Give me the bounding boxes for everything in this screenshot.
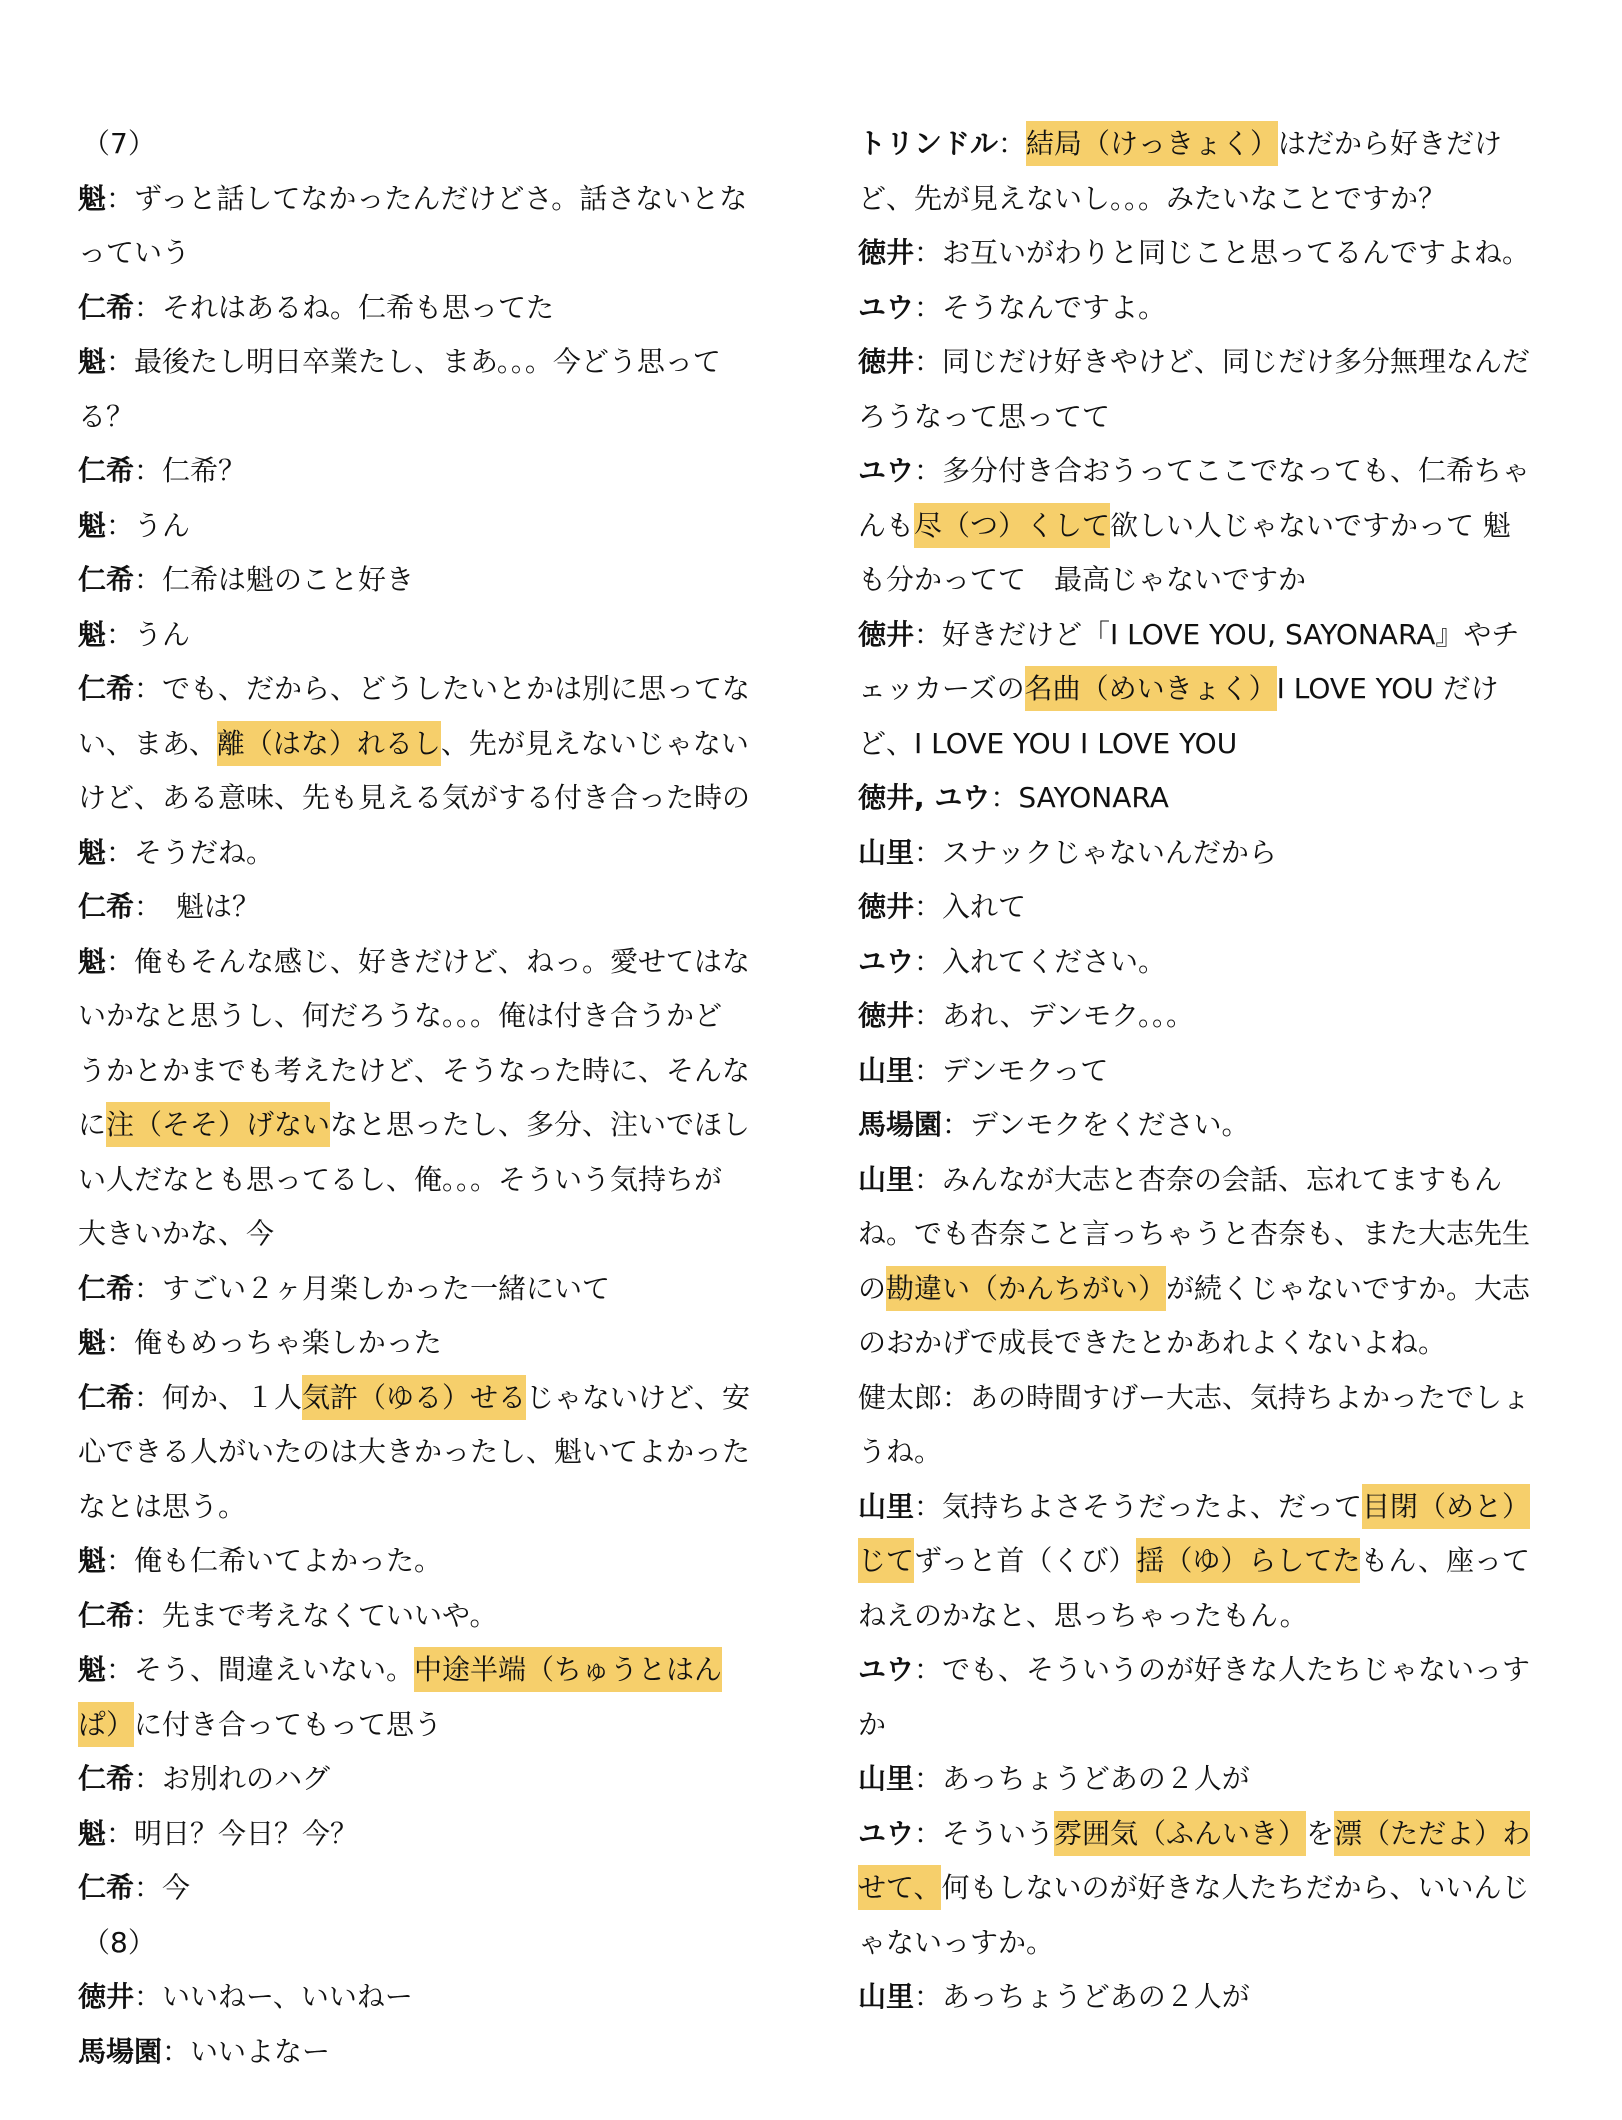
transcript-line xyxy=(858,1534,1538,1589)
speaker-name: 徳井 xyxy=(78,1980,135,2013)
dialogue-text: ：俺もめっちゃ楽しかった xyxy=(106,1326,442,1359)
dialogue-text: ：いいよなー xyxy=(162,2034,331,2068)
transcript-line xyxy=(858,281,1538,336)
dialogue-text: のおかげで成長できたとかあれよくないよね。 xyxy=(858,1326,1447,1359)
vocab-highlight: 尽（つ）くして xyxy=(914,503,1110,548)
vocab-highlight: 結局（けっきょく） xyxy=(1026,121,1278,166)
transcript-line xyxy=(858,1589,1538,1644)
speaker-name: 仁希 xyxy=(78,1871,135,1904)
dialogue-text: ：俺も仁希いてよかった。 xyxy=(106,1544,443,1577)
dialogue-text: に xyxy=(78,1108,107,1141)
speaker-name: 徳井 xyxy=(858,999,915,1032)
speaker-name: 山里 xyxy=(858,1053,915,1087)
speaker-name: 魁 xyxy=(78,835,107,869)
speaker-name: 仁希 xyxy=(78,290,135,324)
transcript-line xyxy=(78,1098,758,1153)
transcript-line xyxy=(858,1807,1538,1862)
speaker-name: 魁 xyxy=(78,944,107,978)
dialogue-text: ：でも、だから、どうしたいとかは別に思ってな xyxy=(134,672,751,705)
dialogue-text: ：うん xyxy=(106,508,191,542)
vocab-highlight: せて、 xyxy=(858,1865,941,1910)
dialogue-text: ：多分付き合おうってここでなっても、仁希ちゃ xyxy=(914,454,1531,487)
transcript-line xyxy=(858,1371,1538,1426)
speaker-name: 仁希 xyxy=(78,454,135,487)
speaker-name: 魁 xyxy=(78,345,107,378)
transcript-line xyxy=(858,117,1538,172)
speaker-name: 魁 xyxy=(78,1816,107,1850)
transcript-line xyxy=(858,608,1538,663)
speaker-name: ユウ xyxy=(858,290,915,324)
transcript-line xyxy=(78,172,758,227)
speaker-name: 山里 xyxy=(858,1162,915,1196)
transcript-line xyxy=(858,1916,1538,1971)
dialogue-text: ：仁希は魁のこと好き xyxy=(134,563,415,596)
left-column xyxy=(78,117,758,2079)
speaker-name: 魁 xyxy=(78,1653,107,1686)
dialogue-text: ：明日？今日？今？ xyxy=(106,1816,359,1850)
dialogue-text: ：気持ちよさそうだったよ、だって xyxy=(914,1489,1363,1523)
dialogue-text: ：でも、そういうのが好きな人たちじゃないっす xyxy=(914,1653,1531,1686)
transcript-line xyxy=(858,826,1538,881)
dialogue-text: ：デンモクって xyxy=(914,1053,1109,1087)
transcript-line xyxy=(858,1861,1538,1916)
right-column xyxy=(858,117,1538,2025)
dialogue-text: ：ずっと話してなかったんだけどさ。話さないとな xyxy=(106,181,748,215)
transcript-line xyxy=(78,1698,758,1753)
dialogue-text: ：そうなんですよ。 xyxy=(914,290,1167,324)
speaker-name: 徳井 xyxy=(858,617,915,651)
vocab-highlight: ぱ） xyxy=(78,1702,134,1747)
speaker-name: 魁 xyxy=(78,181,107,215)
section-number xyxy=(78,117,758,172)
speaker-name: 仁希 xyxy=(78,1380,135,1414)
dialogue-text: ：そう、間違えいない。 xyxy=(106,1653,415,1686)
dialogue-text: ：お互いがわりと同じこと思ってるんですよね。 xyxy=(914,236,1531,269)
dialogue-text: ：入れてください。 xyxy=(914,944,1167,978)
dialogue-text: ：そういう xyxy=(914,1816,1055,1850)
transcript-line xyxy=(858,335,1538,390)
transcript-line xyxy=(78,1044,758,1099)
speaker-name: 魁 xyxy=(78,1326,107,1359)
dialogue-text: い、まあ、 xyxy=(78,726,217,760)
transcript-line xyxy=(858,499,1538,554)
dialogue-text: ：仁希？ xyxy=(134,454,247,487)
dialogue-text: ：最後たし明日卒業たし、まあ。。。今どう思って xyxy=(106,345,721,378)
transcript-line xyxy=(78,1480,758,1535)
transcript-line xyxy=(858,717,1538,772)
dialogue-text: （8） xyxy=(82,1925,156,1959)
vocab-highlight: 勘違い（かんちがい） xyxy=(886,1266,1166,1311)
dialogue-text: ：SAYONARA xyxy=(990,781,1169,814)
transcript-line xyxy=(78,989,758,1044)
vocab-highlight: 離（はな）れるし xyxy=(217,721,441,766)
speaker-name: 仁希 xyxy=(78,890,135,923)
dialogue-text: ：今 xyxy=(134,1871,191,1904)
dialogue-text: ずっと首（くび） xyxy=(914,1544,1137,1577)
transcript-line xyxy=(858,771,1538,826)
dialogue-text: ：スナックじゃないんだから xyxy=(914,835,1277,869)
transcript-line xyxy=(858,1316,1538,1371)
dialogue-text: 心できる人がいたのは大きかったし、魁いてよかった xyxy=(78,1435,751,1468)
dialogue-text: に付き合ってもって思う xyxy=(134,1707,443,1741)
speaker-name: 徳井 xyxy=(858,236,915,269)
transcript-line xyxy=(78,2025,758,2080)
dialogue-text: ど、先が見えないし。。。みたいなことですか？ xyxy=(858,181,1447,215)
transcript-line xyxy=(858,172,1538,227)
transcript-line xyxy=(858,444,1538,499)
dialogue-text: ：あっちょうどあの２人が xyxy=(914,1980,1250,2013)
transcript-line xyxy=(78,1316,758,1371)
vocab-highlight: 中途半端（ちゅうとはん xyxy=(414,1647,722,1692)
vocab-highlight: 名曲（めいきょく） xyxy=(1025,666,1277,711)
transcript-line xyxy=(78,826,758,881)
dialogue-text: ：デンモクをください。 xyxy=(942,1108,1250,1141)
dialogue-text: ：そうだね。 xyxy=(106,835,275,869)
speaker-name: 仁希 xyxy=(78,563,135,596)
dialogue-text: ： xyxy=(998,127,1027,160)
dialogue-text: ろうなって思ってて xyxy=(858,399,1111,433)
vocab-highlight: じて xyxy=(858,1538,914,1583)
dialogue-text: か xyxy=(858,1707,887,1741)
transcript-line xyxy=(78,1752,758,1807)
dialogue-text: ：先まで考えなくていいや。 xyxy=(134,1598,498,1632)
dialogue-text: I LOVE YOU だけ xyxy=(1276,672,1499,705)
transcript-line xyxy=(78,1262,758,1317)
transcript-line xyxy=(858,1098,1538,1153)
dialogue-text: じゃないけど、安 xyxy=(526,1380,751,1414)
speaker-name: 山里 xyxy=(858,1980,915,2013)
transcript-line xyxy=(78,1153,758,1208)
dialogue-text: ゃないっすか。 xyxy=(858,1925,1055,1959)
transcript-line xyxy=(78,1534,758,1589)
dialogue-text: 何もしないのが好きな人たちだから、いいんじ xyxy=(941,1871,1530,1904)
dialogue-text: いかなと思うし、何だろうな。。。俺は付き合うかど xyxy=(78,999,723,1032)
dialogue-text: ど、I LOVE YOU I LOVE YOU xyxy=(858,726,1238,760)
dialogue-text: けど、ある意味、先も見える気がする付き合った時の xyxy=(78,781,751,814)
transcript-line xyxy=(78,390,758,445)
dialogue-text: ：何か、１人 xyxy=(134,1380,303,1414)
dialogue-text: も分かってて 最高じゃないですか xyxy=(858,563,1307,596)
transcript-line xyxy=(858,662,1538,717)
vocab-highlight: 揺（ゆ）らしてた xyxy=(1136,1538,1360,1583)
transcript-line xyxy=(858,1643,1538,1698)
transcript-line xyxy=(78,226,758,281)
speaker-name: 仁希 xyxy=(78,1598,135,1632)
speaker-name: 山里 xyxy=(858,1762,915,1795)
dialogue-text: の xyxy=(858,1271,887,1305)
transcript-line xyxy=(78,335,758,390)
dialogue-text: 、先が見えないじゃない xyxy=(440,726,749,760)
speaker-name: 魁 xyxy=(78,1544,107,1577)
dialogue-text: ェッカーズの xyxy=(858,672,1025,705)
transcript-line xyxy=(78,1861,758,1916)
dialogue-text: ：入れて xyxy=(914,890,1027,923)
dialogue-text: うかとかまでも考えたけど、そうなった時に、そんな xyxy=(78,1053,751,1087)
speaker-name: ユウ xyxy=(858,1653,915,1686)
transcript-line xyxy=(858,989,1538,1044)
dialogue-text: ：すごい２ヶ月楽しかった一緒にいて xyxy=(134,1271,611,1305)
transcript-line xyxy=(858,226,1538,281)
transcript-line xyxy=(858,1207,1538,1262)
transcript-line xyxy=(78,608,758,663)
transcript-line xyxy=(78,1643,758,1698)
transcript-line xyxy=(78,1207,758,1262)
speaker-name: トリンドル xyxy=(858,127,999,160)
dialogue-text: （7） xyxy=(82,127,156,160)
transcript-line xyxy=(78,717,758,772)
dialogue-text: 大きいかな、今 xyxy=(78,1217,275,1250)
dialogue-text: ： 魁は？ xyxy=(134,890,261,923)
speaker-name: 馬場園 xyxy=(858,1108,943,1141)
vocab-highlight: 注（そそ）げない xyxy=(106,1102,330,1147)
transcript-line xyxy=(858,1970,1538,2025)
dialogue-text: ：それはあるね。仁希も思ってた xyxy=(134,290,555,324)
transcript-line xyxy=(858,1425,1538,1480)
speaker-name: ユウ xyxy=(858,454,915,487)
speaker-name: 魁 xyxy=(78,508,107,542)
dialogue-text: ：うん xyxy=(106,617,191,651)
transcript-line xyxy=(78,553,758,608)
transcript-line xyxy=(78,281,758,336)
speaker-name: 魁 xyxy=(78,617,107,651)
transcript-line xyxy=(78,935,758,990)
transcript-line xyxy=(78,662,758,717)
vocab-highlight: 雰囲気（ふんいき） xyxy=(1054,1811,1306,1856)
dialogue-text: うね。 xyxy=(858,1435,943,1468)
transcript-line xyxy=(858,1480,1538,1535)
transcript-line xyxy=(78,444,758,499)
transcript-line xyxy=(858,1698,1538,1753)
dialogue-text: ：好きだけど「I LOVE YOU, SAYONARA』やチ xyxy=(914,617,1520,651)
transcript-line xyxy=(858,935,1538,990)
transcript-line xyxy=(858,1262,1538,1317)
dialogue-text: ：同じだけ好きやけど、同じだけ多分無理なんだ xyxy=(914,345,1531,378)
vocab-highlight: 気許（ゆる）せる xyxy=(302,1375,526,1420)
speaker-name: 仁希 xyxy=(78,1271,135,1305)
transcript-line xyxy=(78,1371,758,1426)
dialogue-text: ねえのかなと、思っちゃったもん。 xyxy=(858,1598,1308,1632)
dialogue-text: ：俺もそんな感じ、好きだけど、ねっ。愛せてはな xyxy=(106,944,751,978)
dialogue-text: ：お別れのハグ xyxy=(134,1762,331,1795)
dialogue-text: んも xyxy=(858,508,915,542)
dialogue-text: っていう xyxy=(78,236,191,269)
transcript-line xyxy=(78,880,758,935)
dialogue-text: ：みんなが大志と杏奈の会話、忘れてますもん xyxy=(914,1162,1503,1196)
dialogue-text: い人だなとも思ってるし、俺。。。そういう気持ちが xyxy=(78,1162,723,1196)
dialogue-text: ：いいねー、いいねー xyxy=(134,1980,413,2013)
speaker-name: 徳井, ユウ xyxy=(858,781,991,814)
section-number xyxy=(78,1916,758,1971)
transcript-line xyxy=(858,390,1538,445)
vocab-highlight: 目閉（めと） xyxy=(1362,1484,1530,1529)
speaker-name: 仁希 xyxy=(78,672,135,705)
speaker-name: 馬場園 xyxy=(78,2034,163,2068)
transcript-line xyxy=(78,1589,758,1644)
speaker-name: 徳井 xyxy=(858,890,915,923)
dialogue-text: なと思ったし、多分、注いでほし xyxy=(330,1108,751,1141)
dialogue-text: 健太郎：あの時間すげー大志、気持ちよかったでしょ xyxy=(858,1380,1531,1414)
speaker-name: ユウ xyxy=(858,944,915,978)
dialogue-text: はだから好きだけ xyxy=(1278,127,1503,160)
speaker-name: ユウ xyxy=(858,1816,915,1850)
transcript-line xyxy=(858,553,1538,608)
speaker-name: 山里 xyxy=(858,1489,915,1523)
dialogue-text: ね。でも杏奈こと言っちゃうと杏奈も、また大志先生 xyxy=(858,1217,1531,1250)
dialogue-text: ：あっちょうどあの２人が xyxy=(914,1762,1250,1795)
transcript-line xyxy=(78,771,758,826)
dialogue-text: なとは思う。 xyxy=(78,1489,247,1523)
dialogue-text: を xyxy=(1306,1816,1335,1850)
transcript-line xyxy=(858,1044,1538,1099)
transcript-line xyxy=(78,1970,758,2025)
speaker-name: 仁希 xyxy=(78,1762,135,1795)
transcript-line xyxy=(78,1807,758,1862)
transcript-line xyxy=(78,1425,758,1480)
dialogue-text: る？ xyxy=(78,399,135,433)
transcript-line xyxy=(858,1752,1538,1807)
speaker-name: 山里 xyxy=(858,835,915,869)
speaker-name: 徳井 xyxy=(858,345,915,378)
dialogue-text: が続くじゃないですか。大志 xyxy=(1166,1271,1531,1305)
transcript-line xyxy=(858,880,1538,935)
dialogue-text: 欲しい人じゃないですかって 魁 xyxy=(1110,508,1511,542)
dialogue-text: もん、座って xyxy=(1360,1544,1531,1577)
vocab-highlight: 漂（ただよ）わ xyxy=(1334,1811,1530,1856)
transcript-line xyxy=(858,1153,1538,1208)
transcript-line xyxy=(78,499,758,554)
dialogue-text: ：あれ、デンモク。。。 xyxy=(914,999,1195,1032)
